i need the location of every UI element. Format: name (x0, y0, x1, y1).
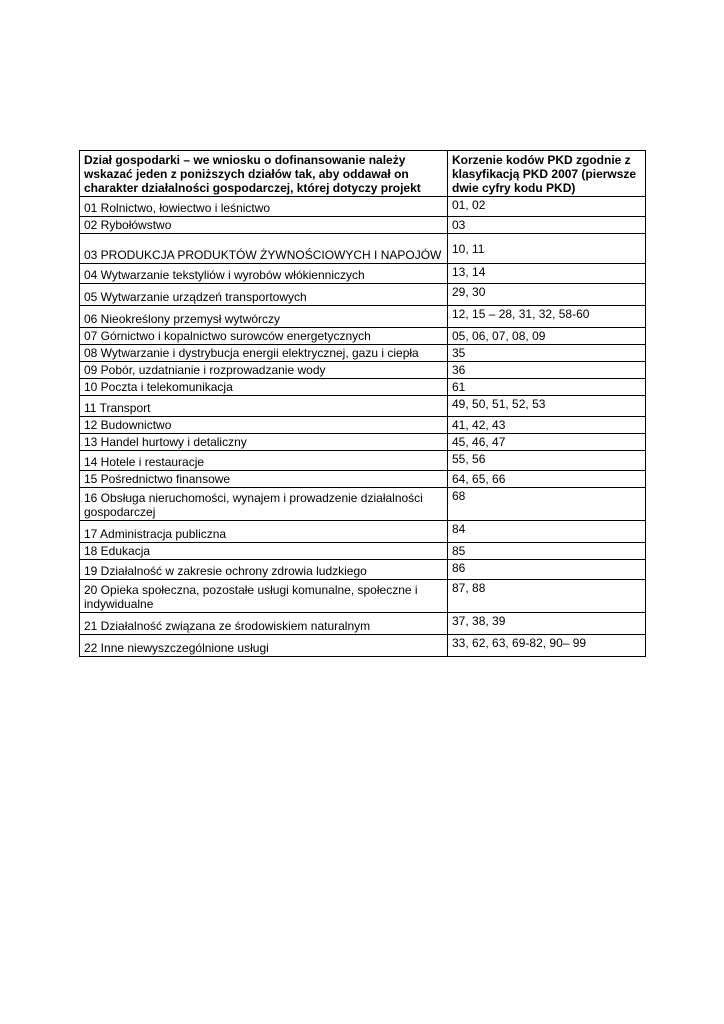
sector-name: 10 Poczta i telekomunikacja (80, 379, 448, 396)
sector-name: 05 Wytwarzanie urządzeń transportowych (80, 284, 448, 306)
table-row (80, 543, 646, 560)
pkd-codes: 41, 42, 43 (448, 417, 646, 434)
table-row (80, 197, 646, 217)
sector-name: 19 Działalność w zakresie ochrony zdrowia ludzkiego (80, 560, 448, 580)
sector-name: 14 Hotele i restauracje (80, 451, 448, 471)
pkd-codes: 86 (448, 560, 646, 580)
table-row (80, 521, 646, 543)
table-row (80, 580, 646, 613)
table-row (80, 284, 646, 306)
pkd-codes: 01, 02 (448, 197, 646, 217)
table-row (80, 560, 646, 580)
table-row (80, 379, 646, 396)
sector-name: 06 Nieokreślony przemysł wytwórczy (80, 306, 448, 328)
sector-name: 16 Obsługa nieruchomości, wynajem i prowadzenie działalności gospodarczej (80, 488, 448, 521)
pkd-codes: 29, 30 (448, 284, 646, 306)
pkd-codes: 36 (448, 362, 646, 379)
sector-name: 04 Wytwarzanie tekstyliów i wyrobów włókienniczych (80, 264, 448, 284)
sector-name: 12 Budownictwo (80, 417, 448, 434)
table-row (80, 234, 646, 264)
pkd-codes: 87, 88 (448, 580, 646, 613)
table-row (80, 451, 646, 471)
pkd-codes: 35 (448, 345, 646, 362)
sector-name: 08 Wytwarzanie i dystrybucja energii elektrycznej, gazu i ciepła (80, 345, 448, 362)
header-pkd-codes: Korzenie kodów PKD zgodnie z klasyfikacją PKD 2007 (pierwsze dwie cyfry kodu PKD) (448, 151, 646, 197)
sector-name: 09 Pobór, uzdatnianie i rozprowadzanie wody (80, 362, 448, 379)
sector-name: 07 Górnictwo i kopalnictwo surowców energetycznych (80, 328, 448, 345)
pkd-codes: 84 (448, 521, 646, 543)
table-row (80, 264, 646, 284)
table-header-row (80, 151, 646, 197)
sector-name: 02 Rybołówstwo (80, 217, 448, 234)
table-row (80, 306, 646, 328)
table-row (80, 434, 646, 451)
sector-name: 22 Inne niewyszczególnione usługi (80, 635, 448, 657)
pkd-codes: 03 (448, 217, 646, 234)
sector-name: 01 Rolnictwo, łowiectwo i leśnictwo (80, 197, 448, 217)
table-row (80, 328, 646, 345)
pkd-codes: 10, 11 (448, 234, 646, 264)
pkd-codes: 68 (448, 488, 646, 521)
pkd-codes: 05, 06, 07, 08, 09 (448, 328, 646, 345)
table-row (80, 635, 646, 657)
table-row (80, 417, 646, 434)
sector-name: 11 Transport (80, 396, 448, 417)
sector-name: 18 Edukacja (80, 543, 448, 560)
header-sector: Dział gospodarki – we wniosku o dofinansowanie należy wskazać jeden z poniższych działów tak, aby oddawał on charakter działalności gospodarczej, której dotyczy projekt (80, 151, 448, 197)
pkd-codes: 64, 65, 66 (448, 471, 646, 488)
table-row (80, 471, 646, 488)
table-row (80, 345, 646, 362)
pkd-codes: 61 (448, 379, 646, 396)
pkd-codes: 37, 38, 39 (448, 613, 646, 635)
sector-name: 13 Handel hurtowy i detaliczny (80, 434, 448, 451)
table-row (80, 217, 646, 234)
table-row (80, 488, 646, 521)
sector-name: 17 Administracja publiczna (80, 521, 448, 543)
pkd-codes: 55, 56 (448, 451, 646, 471)
table-row (80, 613, 646, 635)
pkd-codes: 33, 62, 63, 69-82, 90– 99 (448, 635, 646, 657)
pkd-codes: 45, 46, 47 (448, 434, 646, 451)
sector-name: 03 PRODUKCJA PRODUKTÓW ŻYWNOŚCIOWYCH I NAPOJÓW (80, 234, 448, 264)
sector-name: 21 Działalność związana ze środowiskiem naturalnym (80, 613, 448, 635)
pkd-codes: 85 (448, 543, 646, 560)
pkd-table (79, 150, 646, 657)
pkd-codes: 49, 50, 51, 52, 53 (448, 396, 646, 417)
table-row (80, 362, 646, 379)
table-row (80, 396, 646, 417)
sector-name: 15 Pośrednictwo finansowe (80, 471, 448, 488)
pkd-codes: 12, 15 – 28, 31, 32, 58-60 (448, 306, 646, 328)
pkd-codes: 13, 14 (448, 264, 646, 284)
sector-name: 20 Opieka społeczna, pozostałe usługi komunalne, społeczne i indywidualne (80, 580, 448, 613)
